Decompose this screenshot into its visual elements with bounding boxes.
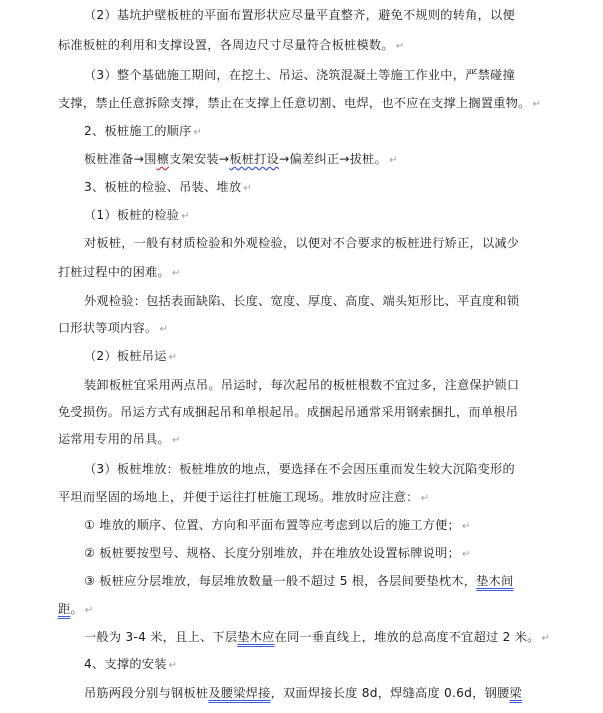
text: 吊筋两段分别与钢板桩 <box>84 686 209 700</box>
grammar-flagged-text: 梁 <box>509 686 522 700</box>
hoisting-line-2 <box>58 404 518 420</box>
list-item-2 <box>84 545 471 563</box>
spell-flagged-text: 檩 <box>156 152 170 166</box>
paragraph-mark-icon: ↵ <box>168 660 178 671</box>
hoisting-line-1 <box>84 377 519 393</box>
paragraph-mark-icon: ↵ <box>159 324 169 335</box>
heading-2 <box>84 123 202 141</box>
text: 打桩过程中的困难。 <box>58 265 170 279</box>
heading-3 <box>84 179 252 197</box>
text: 外观检验：包括表面缺陷、长度、宽度、厚度、高度、端头矩形比、平直度和锁 <box>84 294 520 308</box>
list-item-1 <box>84 517 471 535</box>
grammar-flagged-text: 板桩打设 <box>229 152 280 166</box>
text: 板桩准备→围 <box>84 152 157 166</box>
stacking-line-1 <box>84 461 515 477</box>
text: 4、支撑的安装 <box>84 657 167 671</box>
text: 2、板桩施工的顺序 <box>84 124 192 138</box>
text: 。 <box>70 602 83 616</box>
stacking-height-line <box>84 629 550 647</box>
visual-check-line-1 <box>84 293 519 309</box>
text: 在同一垂直线上，堆放的总高度不宜超过 2 米。 <box>274 630 540 644</box>
paragraph-mark-icon: ↵ <box>462 521 471 532</box>
para-2-line-1 <box>84 7 515 23</box>
list-item-3-line-2 <box>58 601 94 619</box>
paragraph-mark-icon: ↵ <box>84 605 94 616</box>
text: 免受损伤。吊运方式有成捆起吊和单根起吊。成捆起吊通常采用钢索捆扎，而单根吊 <box>58 405 519 419</box>
text: 对板桩，一般有材质检验和外观检验，以便对不合要求的板桩进行矫正，以减少 <box>84 236 520 250</box>
text: （2）基坑护壁板桩的平面布置形状应尽量平直整齐，避免不规则的转角，以便 <box>84 8 515 22</box>
text: 运常用专用的吊具。 <box>58 432 170 446</box>
paragraph-mark-icon: ↵ <box>193 127 203 138</box>
paragraph-mark-icon: ↵ <box>532 99 542 110</box>
text: ③ 板桩应分层堆放，每层堆放数量一般不超过 5 根，各层间要垫枕木， <box>84 574 477 588</box>
inspection-line-1 <box>84 235 519 251</box>
text: ② 板桩要按型号、规格、长度分别堆放，并在堆放处设置标牌说明； <box>84 546 460 560</box>
para-3-line-1 <box>84 67 515 83</box>
text: 平坦而坚固的场地上，并便于运往打桩施工现场。堆放时应注意： <box>58 490 419 504</box>
subheading-1 <box>84 207 190 225</box>
grammar-flagged-text: 垫木应 <box>237 630 275 644</box>
list-item-3-line-1 <box>84 573 514 589</box>
text: 装卸板桩宜采用两点吊。吊运时，每次起吊的板桩根数不宜过多，注意保护锁口 <box>84 378 520 392</box>
grammar-flagged-text: 距 <box>58 602 71 616</box>
text: 一般为 3-4 米，且上、下层 <box>84 630 238 644</box>
paragraph-mark-icon: ↵ <box>168 352 178 363</box>
hoisting-line-3 <box>58 431 181 449</box>
stacking-line-2 <box>58 489 429 507</box>
para-3-line-2 <box>58 95 541 113</box>
text: （2）板桩吊运 <box>84 349 167 363</box>
paragraph-mark-icon: ↵ <box>395 41 405 52</box>
grammar-flagged-text: 垫木间 <box>476 574 514 588</box>
subheading-2 <box>84 348 177 366</box>
weld-line <box>84 685 522 701</box>
paragraph-mark-icon: ↵ <box>243 183 252 194</box>
text: 支撑，禁止任意拆除支撑，禁止在支撑上任意切割、电焊，也不应在支撑上搁置重物。 <box>58 96 531 110</box>
text: ，双面焊接长度 8d，焊缝高度 0.6d，钢腰 <box>270 686 510 700</box>
para-2-line-2 <box>58 37 404 55</box>
text: →偏差纠正→拔桩。 <box>279 152 388 166</box>
paragraph-mark-icon: ↵ <box>541 633 551 644</box>
text: 标准板桩的利用和支撑设置，各周边尺寸尽量符合板桩模数。 <box>58 38 394 52</box>
text: 3、板桩的检验、吊装、堆放 <box>84 180 242 194</box>
text: 口形状等项内容。 <box>58 321 158 335</box>
grammar-flagged-text: 及腰梁焊接 <box>208 686 271 700</box>
paragraph-mark-icon: ↵ <box>420 493 430 504</box>
text: （3）板桩堆放：板桩堆放的地点，要选择在不会因压重而发生较大沉陷变形的 <box>84 462 515 476</box>
visual-check-line-2 <box>58 320 168 338</box>
paragraph-mark-icon: ↵ <box>389 155 398 166</box>
text: 支架安装→ <box>169 152 230 166</box>
paragraph-mark-icon: ↵ <box>171 268 181 279</box>
sequence-line <box>84 151 398 169</box>
paragraph-mark-icon: ↵ <box>181 211 190 222</box>
inspection-line-2 <box>58 264 181 282</box>
heading-4 <box>84 656 177 674</box>
paragraph-mark-icon: ↵ <box>171 435 181 446</box>
text: （1）板桩的检验 <box>84 208 180 222</box>
text: （3）整个基础施工期间，在挖土、吊运、浇筑混凝土等施工作业中，严禁碰撞 <box>84 68 515 82</box>
text: ① 堆放的顺序、位置、方向和平面布置等应考虑到以后的施工方便； <box>84 518 460 532</box>
paragraph-mark-icon: ↵ <box>462 549 471 560</box>
